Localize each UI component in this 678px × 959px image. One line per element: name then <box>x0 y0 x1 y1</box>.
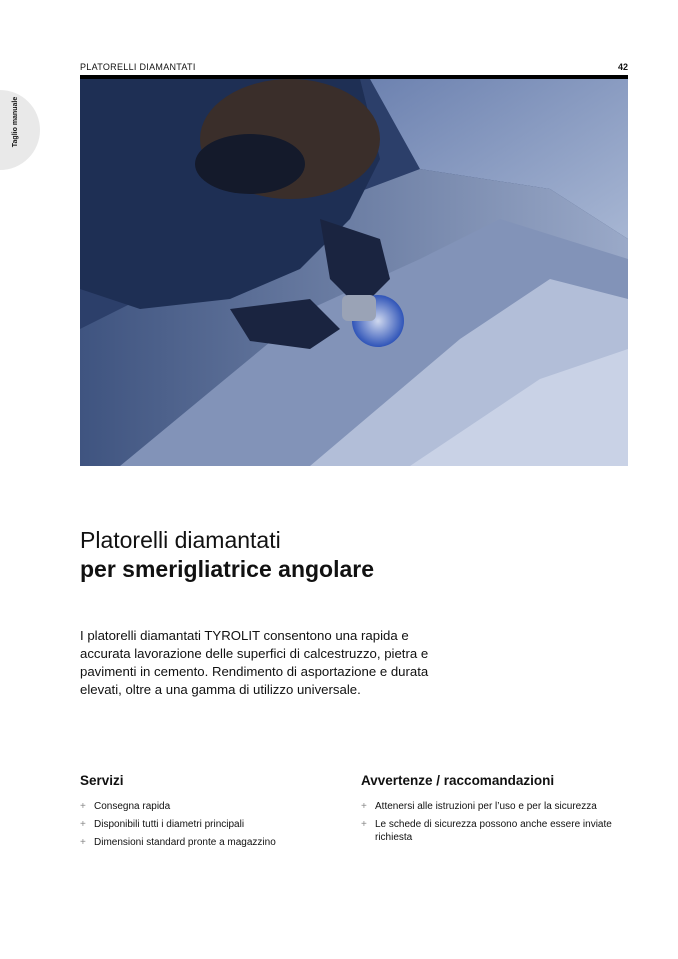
page-number: 42 <box>617 62 628 72</box>
list-item: + Disponibili tutti i diametri principali <box>80 819 245 830</box>
plus-icon: + <box>80 801 86 812</box>
section-label: PLATORELLI DIAMANTATI <box>80 62 196 72</box>
page-header <box>80 62 628 74</box>
title-line-2: per smerigliatrice angolare <box>80 556 375 582</box>
list-item: + Dimensioni standard pronte a magazzino <box>80 837 276 848</box>
plus-icon: + <box>80 837 86 848</box>
side-tab-label <box>2 96 32 156</box>
list-item: + Attenersi alle istruzioni per l’uso e per la sicurezza <box>361 801 597 812</box>
list-item: + Le schede di sicurezza possono anche essere inviate richiesta <box>361 819 612 843</box>
side-tab-text: Taglio manuale <box>12 96 19 148</box>
intro-paragraph <box>80 627 450 699</box>
avvertenze-list <box>361 800 631 844</box>
servizi-section <box>80 773 340 854</box>
title-line-1: Platorelli diamantati <box>80 527 281 553</box>
grinding-stairs-illustration <box>80 79 628 466</box>
hero-photo <box>80 79 628 466</box>
intro-text: I platorelli diamantati TYROLIT consentono una rapida e accurata lavorazione delle superfici di calcestruzzo, pietra e pavimenti in cemento. Rendimento di asportazione e durata elevati, oltre a una gamma di utilizzo universale. <box>80 628 429 697</box>
list-item: + Consegna rapida <box>80 801 171 812</box>
servizi-list <box>80 800 340 849</box>
servizi-heading: Servizi <box>80 773 124 788</box>
plus-icon: + <box>361 819 367 830</box>
plus-icon: + <box>80 819 86 830</box>
avvertenze-heading: Avvertenze / raccomandazioni <box>361 773 555 788</box>
avvertenze-section <box>361 773 631 849</box>
plus-icon: + <box>361 801 367 812</box>
